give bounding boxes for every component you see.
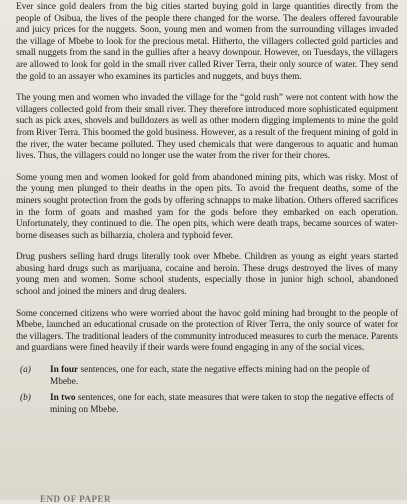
question-text — [50, 393, 398, 416]
paragraph-4: Drug pushers selling hard drugs literally took over Mbebe. Children as young as eight years started abusing hard drugs such as marijuana, cocaine and heroin. These drugs destroyed the lives of many young men and women. Some school students, especially those in junior high school, abandoned school and joined the miners and drug dealers. — [16, 252, 398, 298]
question-list — [16, 365, 398, 416]
question-rest: sentences, one for each, state measures that were taken to stop the negative effects of mining on Mbebe. — [50, 393, 394, 415]
question-marker: (b) — [20, 393, 31, 404]
question-emphasis: In four — [50, 365, 79, 376]
question-rest: sentences, one for each, state the negative effects mining had on the people of Mbebe. — [50, 365, 370, 387]
end-of-paper-label: END OF PAPER — [40, 494, 111, 504]
question-text — [50, 365, 398, 388]
passage — [16, 2, 398, 355]
question-a — [16, 365, 398, 388]
question-b — [16, 393, 398, 416]
paragraph-2: The young men and women who invaded the village for the “gold rush” were not content with how the villagers collected gold from their small river. They therefore introduced more sophisticated equipment such as pick axes, shovels and bulldozers as well as other modern digging implements to mine the gold from River Terra. This boomed the gold business. However, as a result of the frequent mining of gold in the river, the water became polluted. They used chemicals that were dangerous to aquatic and human lives. Thus, the villagers could no longer use the water from the river for their chores. — [16, 93, 398, 162]
question-emphasis: In two — [50, 393, 76, 404]
paragraph-1: Ever since gold dealers from the big cities started buying gold in large quantities directly from the people of Osibua, the lives of the people there changed for the worse. The dealers offered favourable and juicy prices for the nuggets. Soon, young men and women from the surrounding villages invaded the village of Mbebe to look for the precious metal. Hitherto, the villagers collected gold particles and small nuggets from the sand in the gullies after a heavy downpour. However, on Tuesdays, the villagers are allowed to look for gold in the small river called River Terra, their only source of water. They send the gold to an assayer who examines its particles and nuggets, and buys them. — [16, 2, 398, 82]
paragraph-5: Some concerned citizens who were worried about the havoc gold mining had brought to the people of Mbebe, launched an educational crusade on the protection of River Terra, the only source of water for the villagers. The traditional leaders of the community introduced measures to curb the menace. Parents and guardians were fined heavily if their wards were found engaging in any of the social vices. — [16, 308, 398, 354]
paragraph-3: Some young men and women looked for gold from abandoned mining pits, which was risky. Most of the young men plunged to their deaths in the open pits. To avoid the frequent deaths, some of the miners sought protection from the gods by offering schnapps to make libation. Others offered sacrifices in the form of goats and mashed yam for the gods before they embarked on each operation. Unfortunately, they continued to die. The open pits, which were death traps, became sources of water-borne diseases such as bilharzia, cholera and typhoid fever. — [16, 172, 398, 241]
question-marker: (a) — [20, 365, 31, 376]
